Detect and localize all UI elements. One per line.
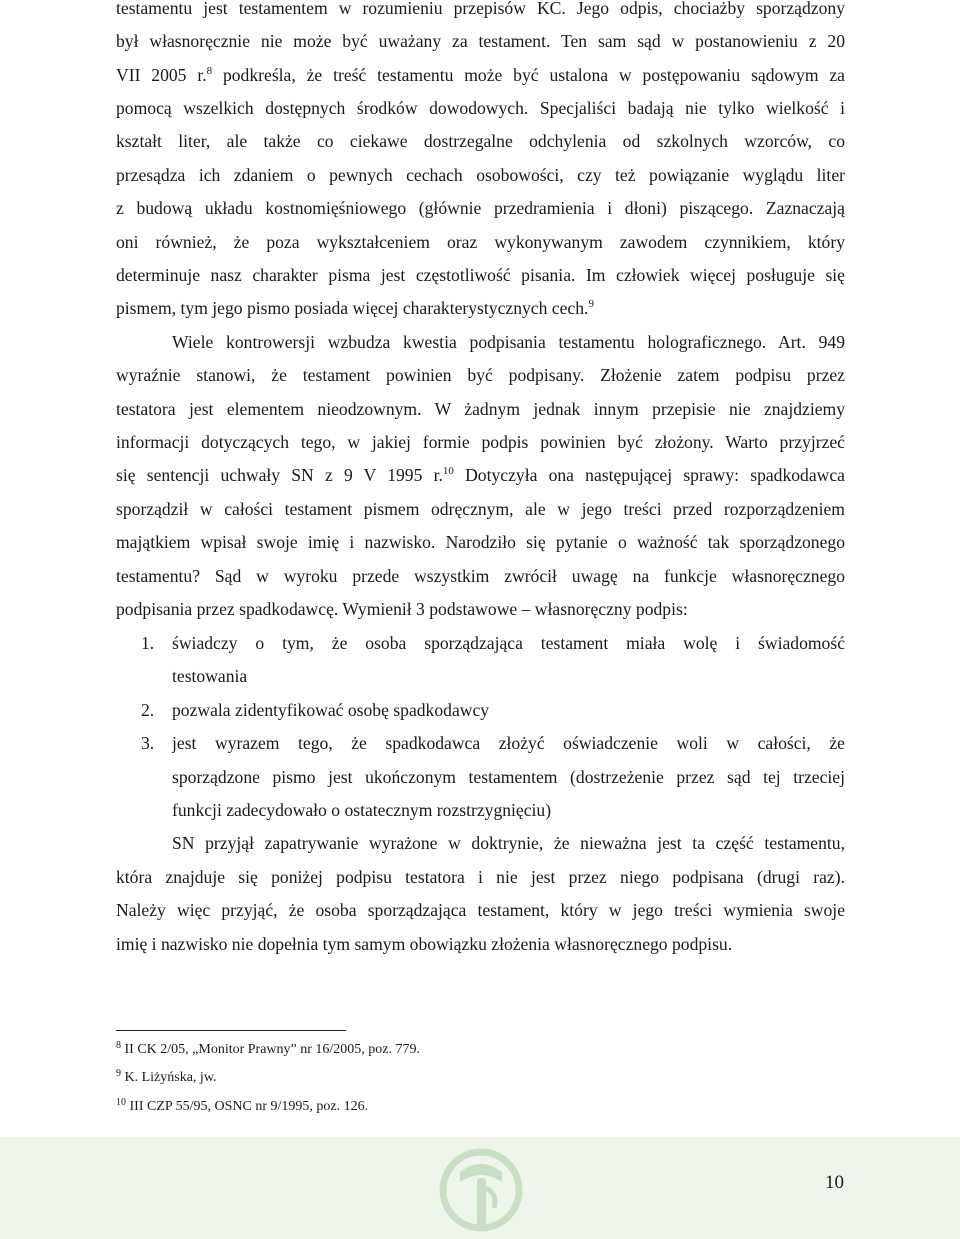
body-line: z budową układu kostnomięśniowego (głównie przedramienia i dłoni) piszącego. Zaznaczają <box>116 198 845 218</box>
body-line: VII 2005 r.$^8$ podkreśla, że treść testamentu może być ustalona w postępowaniu sądowym za <box>116 65 845 85</box>
watermark-logo-icon <box>438 1142 524 1236</box>
list-item-line: testowania <box>172 666 248 686</box>
footnote-ref: 10 <box>442 465 454 477</box>
body-line: pomocą wszelkich dostępnych środków dowodowych. Specjaliści badają nie tylko wielkość i <box>116 98 845 118</box>
list-number: 3. <box>141 733 155 753</box>
body-line: podpisania przez spadkodawcę. Wymienił 3 podstawowe – własnoręczny podpis: <box>116 599 688 619</box>
body-line: determinuje nasz charakter pisma jest częstotliwość pisania. Im człowiek więcej posługuje się <box>116 265 845 285</box>
body-line: majątkiem wpisał swoje imię i nazwisko. Narodziło się pytanie o ważność tak sporządzonego <box>116 532 845 552</box>
list-item-line: świadczy o tym, że osoba sporządzająca testament miała wolę i świadomość <box>172 633 845 653</box>
paragraph-first-line: Wiele kontrowersji wzbudza kwestia podpisania testamentu holograficznego. Art. 949 <box>172 332 845 352</box>
footnote: $^{10}$ III CZP 55/95, OSNC nr 9/1995, poz. 126. <box>116 1097 369 1114</box>
footnote: $^8$ II CK 2/05, „Monitor Prawny” nr 16/2005, poz. 779. <box>116 1040 421 1057</box>
footnote-separator <box>116 1030 346 1031</box>
body-line: przesądza ich zdaniem o pewnych cechach osobowości, czy też powiązanie wyglądu liter <box>116 165 845 185</box>
body-line: imię i nazwisko nie dopełnia tym samym obowiązku złożenia własnoręcznego podpisu. <box>116 934 733 954</box>
body-line: oni również, że poza wykształceniem oraz wykonywanym zawodem czynnikiem, który <box>116 232 845 252</box>
footnote-ref: 8 <box>206 65 213 77</box>
list-number: 1. <box>141 633 155 653</box>
body-line: pismem, tym jego pismo posiada więcej charakterystycznych cech.$^9$ <box>116 298 594 318</box>
list-item-line: sporządzone pismo jest ukończonym testamentem (dostrzeżenie przez sąd tej trzeciej <box>172 767 845 787</box>
body-line: wyraźnie stanowi, że testament powinien być podpisany. Złożenie zatem podpisu przez <box>116 365 845 385</box>
body-line: był własnoręcznie nie może być uważany za testament. Ten sam sąd w postanowieniu z 20 <box>116 31 845 51</box>
body-line: testamentu? Sąd w wyroku przede wszystkim zwrócił uwagę na funkcje własnoręcznego <box>116 566 845 586</box>
list-item-line: pozwala zidentyfikować osobę spadkodawcy <box>172 700 490 720</box>
body-line: testamentu jest testamentem w rozumieniu przepisów KC. Jego odpis, chociażby sporządzony <box>116 0 845 18</box>
footnote-ref: 9 <box>588 298 594 310</box>
body-line: która znajduje się poniżej podpisu testatora i nie jest przez niego podpisana (drugi raz). <box>116 867 845 887</box>
body-line: się sentencji uchwały SN z 9 V 1995 r.$^{10}$ Dotyczyła ona następującej sprawy: spadkodawca <box>116 465 845 485</box>
footnote: $^9$ K. Liżyńska, jw. <box>116 1068 217 1085</box>
list-item-line: funkcji zadecydowało o ostatecznym rozstrzygnięciu) <box>172 800 552 820</box>
body-line: kształt liter, ale także co ciekawe dostrzegalne odchylenia od szkolnych wzorców, co <box>116 131 845 151</box>
body-line: testatora jest elementem nieodzownym. W żadnym jednak innym przepisie nie znajdziemy <box>116 399 845 419</box>
body-line: informacji dotyczących tego, w jakiej formie podpis powinien być złożony. Warto przyjrzeć <box>116 432 845 452</box>
body-line: sporządził w całości testament pismem odręcznym, ale w jego treści przed rozporządzeniem <box>116 499 845 519</box>
body-line: Należy więc przyjąć, że osoba sporządzająca testament, który w jego treści wymienia swoje <box>116 900 845 920</box>
list-item-line: jest wyrazem tego, że spadkodawca złożyć oświadczenie woli w całości, że <box>172 733 845 753</box>
list-number: 2. <box>141 700 155 720</box>
page-number: 10 <box>825 1172 844 1193</box>
paragraph-first-line: SN przyjął zapatrywanie wyrażone w doktrynie, że nieważna jest ta część testamentu, <box>172 833 845 853</box>
